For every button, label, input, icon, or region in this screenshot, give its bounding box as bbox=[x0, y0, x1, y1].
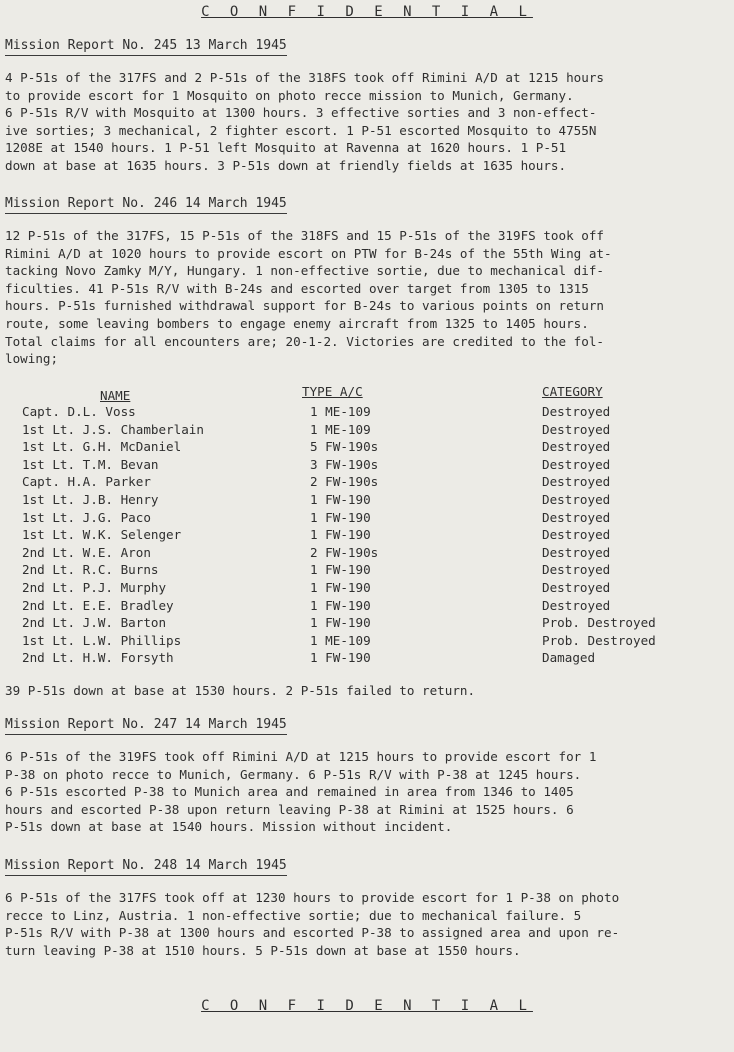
text-line: ficulties. 41 P-51s R/V with B-24s and escorted over target from 1305 to 1315 bbox=[5, 280, 589, 296]
text-line: lowing; bbox=[5, 351, 59, 367]
mission-248-body bbox=[5, 889, 729, 959]
roster-row bbox=[0, 545, 734, 563]
pilot-name: 2nd Lt. H.W. Forsyth bbox=[22, 650, 174, 666]
heading-rule bbox=[5, 55, 287, 56]
pilot-name: 2nd Lt. E.E. Bradley bbox=[22, 597, 174, 613]
victory-category: Destroyed bbox=[542, 527, 611, 543]
aircraft-type: 1 FW-190 bbox=[310, 597, 371, 613]
pilot-name: 2nd Lt. J.W. Barton bbox=[22, 615, 167, 631]
aircraft-type: 1 FW-190 bbox=[310, 580, 371, 595]
heading-rule bbox=[5, 875, 287, 876]
aircraft-type: 1 FW-190 bbox=[310, 650, 371, 666]
pilot-name: Capt. H.A. Parker bbox=[22, 474, 151, 490]
text-line: 39 P-51s down at base at 1530 hours. 2 P-51s failed to return. bbox=[5, 683, 476, 698]
text-line: P-51s down at base at 1540 hours. Mission without incident. bbox=[5, 819, 453, 835]
roster-row bbox=[0, 562, 734, 580]
roster-row bbox=[0, 598, 734, 616]
victory-category: Destroyed bbox=[542, 474, 611, 490]
text-line: 6 P-51s escorted P-38 to Munich area and remained in area from 1346 to 1405 bbox=[5, 784, 574, 800]
mission-247-heading bbox=[5, 717, 287, 735]
mission-245-title: Mission Report No. 245 13 March 1945 bbox=[5, 38, 287, 53]
roster-row bbox=[0, 633, 734, 651]
heading-rule bbox=[5, 213, 287, 214]
text-line: hours and escorted P-38 upon return leaving P-38 at Rimini at 1525 hours. 6 bbox=[5, 801, 574, 817]
victory-category: Damaged bbox=[542, 650, 596, 666]
aircraft-type: 1 FW-190 bbox=[310, 492, 371, 507]
aircraft-type: 1 FW-190 bbox=[310, 615, 371, 631]
text-line: down at base at 1635 hours. 3 P-51s down at friendly fields at 1635 hours. bbox=[5, 157, 567, 173]
text-line: 4 P-51s of the 317FS and 2 P-51s of the 318FS took off Rimini A/D at 1215 hours bbox=[5, 70, 604, 85]
aircraft-type: 3 FW-190s bbox=[310, 456, 379, 472]
text-line: 6 P-51s of the 319FS took off Rimini A/D at 1215 hours to provide escort for 1 bbox=[5, 749, 597, 764]
pilot-name: 1st Lt. J.S. Chamberlain bbox=[22, 421, 204, 437]
roster-row bbox=[0, 422, 734, 440]
mission-248-title: Mission Report No. 248 14 March 1945 bbox=[5, 858, 287, 873]
victory-category: Destroyed bbox=[542, 456, 611, 472]
roster-header-category: CATEGORY bbox=[542, 384, 603, 399]
roster-row bbox=[0, 580, 734, 598]
pilot-name: 1st Lt. T.M. Bevan bbox=[22, 456, 159, 472]
mission-246-body bbox=[5, 227, 729, 368]
aircraft-type: 1 ME-109 bbox=[310, 404, 371, 419]
roster-row bbox=[0, 650, 734, 668]
text-line: 12 P-51s of the 317FS, 15 P-51s of the 318FS and 15 P-51s of the 319FS took off bbox=[5, 228, 604, 243]
mission-245-heading bbox=[5, 38, 287, 56]
mission-247-body bbox=[5, 748, 729, 836]
classification-header: C O N F I D E N T I A L bbox=[201, 4, 533, 20]
text-line: route, some leaving bombers to engage enemy aircraft from 1325 to 1405 hours. bbox=[5, 315, 589, 331]
text-line: 6 P-51s of the 317FS took off at 1230 hours to provide escort for 1 P-38 on photo bbox=[5, 890, 620, 905]
roster-header-name: NAME bbox=[100, 388, 131, 403]
text-line: 6 P-51s R/V with Mosquito at 1300 hours. 3 effective sorties and 3 non-effect- bbox=[5, 105, 597, 121]
victory-category: Prob. Destroyed bbox=[542, 615, 656, 631]
victory-category: Prob. Destroyed bbox=[542, 632, 656, 648]
roster-row bbox=[0, 492, 734, 510]
aircraft-type: 1 ME-109 bbox=[310, 421, 371, 437]
text-line: Rimini A/D at 1020 hours to provide escort on PTW for B-24s of the 55th Wing at- bbox=[5, 245, 612, 261]
aircraft-type: 5 FW-190s bbox=[310, 439, 379, 455]
victory-category: Destroyed bbox=[542, 404, 611, 419]
text-line: turn leaving P-38 at 1510 hours. 5 P-51s down at base at 1550 hours. bbox=[5, 942, 521, 958]
roster-row bbox=[0, 404, 734, 422]
text-line: P-51s R/V with P-38 at 1300 hours and escorted P-38 to assigned area and upon re- bbox=[5, 925, 620, 941]
mission-246-title: Mission Report No. 246 14 March 1945 bbox=[5, 196, 287, 211]
mission-248-heading bbox=[5, 858, 287, 876]
pilot-name: 1st Lt. L.W. Phillips bbox=[22, 632, 182, 648]
victory-category: Destroyed bbox=[542, 509, 611, 525]
victory-category: Destroyed bbox=[542, 580, 611, 595]
victory-category: Destroyed bbox=[542, 544, 611, 560]
mission-246-heading bbox=[5, 196, 287, 214]
aircraft-type: 1 FW-190 bbox=[310, 527, 371, 543]
classification-footer: C O N F I D E N T I A L bbox=[201, 998, 533, 1014]
victory-category: Destroyed bbox=[542, 439, 611, 455]
mission-247-title: Mission Report No. 247 14 March 1945 bbox=[5, 717, 287, 732]
pilot-name: 2nd Lt. R.C. Burns bbox=[22, 562, 159, 578]
victory-category: Destroyed bbox=[542, 492, 611, 507]
text-line: Total claims for all encounters are; 20-1-2. Victories are credited to the fol- bbox=[5, 333, 604, 349]
roster-row bbox=[0, 527, 734, 545]
aircraft-type: 2 FW-190s bbox=[310, 544, 379, 560]
pilot-name: 1st Lt. G.H. McDaniel bbox=[22, 439, 182, 455]
pilot-name: 1st Lt. W.K. Selenger bbox=[22, 527, 182, 543]
aircraft-type: 1 FW-190 bbox=[310, 509, 371, 525]
text-line: P-38 on photo recce to Munich, Germany. 6 P-51s R/V with P-38 at 1245 hours. bbox=[5, 766, 582, 782]
text-line: to provide escort for 1 Mosquito on photo recce mission to Munich, Germany. bbox=[5, 87, 574, 103]
text-line: recce to Linz, Austria. 1 non-effective sortie; due to mechanical failure. 5 bbox=[5, 907, 582, 923]
victory-category: Destroyed bbox=[542, 597, 611, 613]
roster-row bbox=[0, 457, 734, 475]
heading-rule bbox=[5, 734, 287, 735]
aircraft-type: 2 FW-190s bbox=[310, 474, 379, 490]
mission-245-body bbox=[5, 69, 729, 175]
roster-row bbox=[0, 510, 734, 528]
mission-246-closing bbox=[5, 682, 729, 700]
text-line: 1208E at 1540 hours. 1 P-51 left Mosquito at Ravenna at 1620 hours. 1 P-51 bbox=[5, 140, 567, 156]
pilot-name: 2nd Lt. W.E. Aron bbox=[22, 544, 151, 560]
roster-row bbox=[0, 439, 734, 457]
text-line: tacking Novo Zamky M/Y, Hungary. 1 non-effective sortie, due to mechanical dif- bbox=[5, 263, 604, 279]
roster-row bbox=[0, 615, 734, 633]
pilot-name: Capt. D.L. Voss bbox=[22, 404, 136, 419]
aircraft-type: 1 FW-190 bbox=[310, 562, 371, 578]
roster-header-type: TYPE A/C bbox=[302, 384, 363, 399]
roster-row bbox=[0, 474, 734, 492]
pilot-name: 1st Lt. J.B. Henry bbox=[22, 492, 159, 507]
victory-category: Destroyed bbox=[542, 421, 611, 437]
victory-category: Destroyed bbox=[542, 562, 611, 578]
pilot-name: 2nd Lt. P.J. Murphy bbox=[22, 580, 167, 595]
text-line: ive sorties; 3 mechanical, 2 fighter escort. 1 P-51 escorted Mosquito to 4755N bbox=[5, 122, 597, 138]
text-line: hours. P-51s furnished withdrawal support for B-24s to various points on return bbox=[5, 298, 604, 314]
aircraft-type: 1 ME-109 bbox=[310, 632, 371, 648]
pilot-name: 1st Lt. J.G. Paco bbox=[22, 509, 151, 525]
